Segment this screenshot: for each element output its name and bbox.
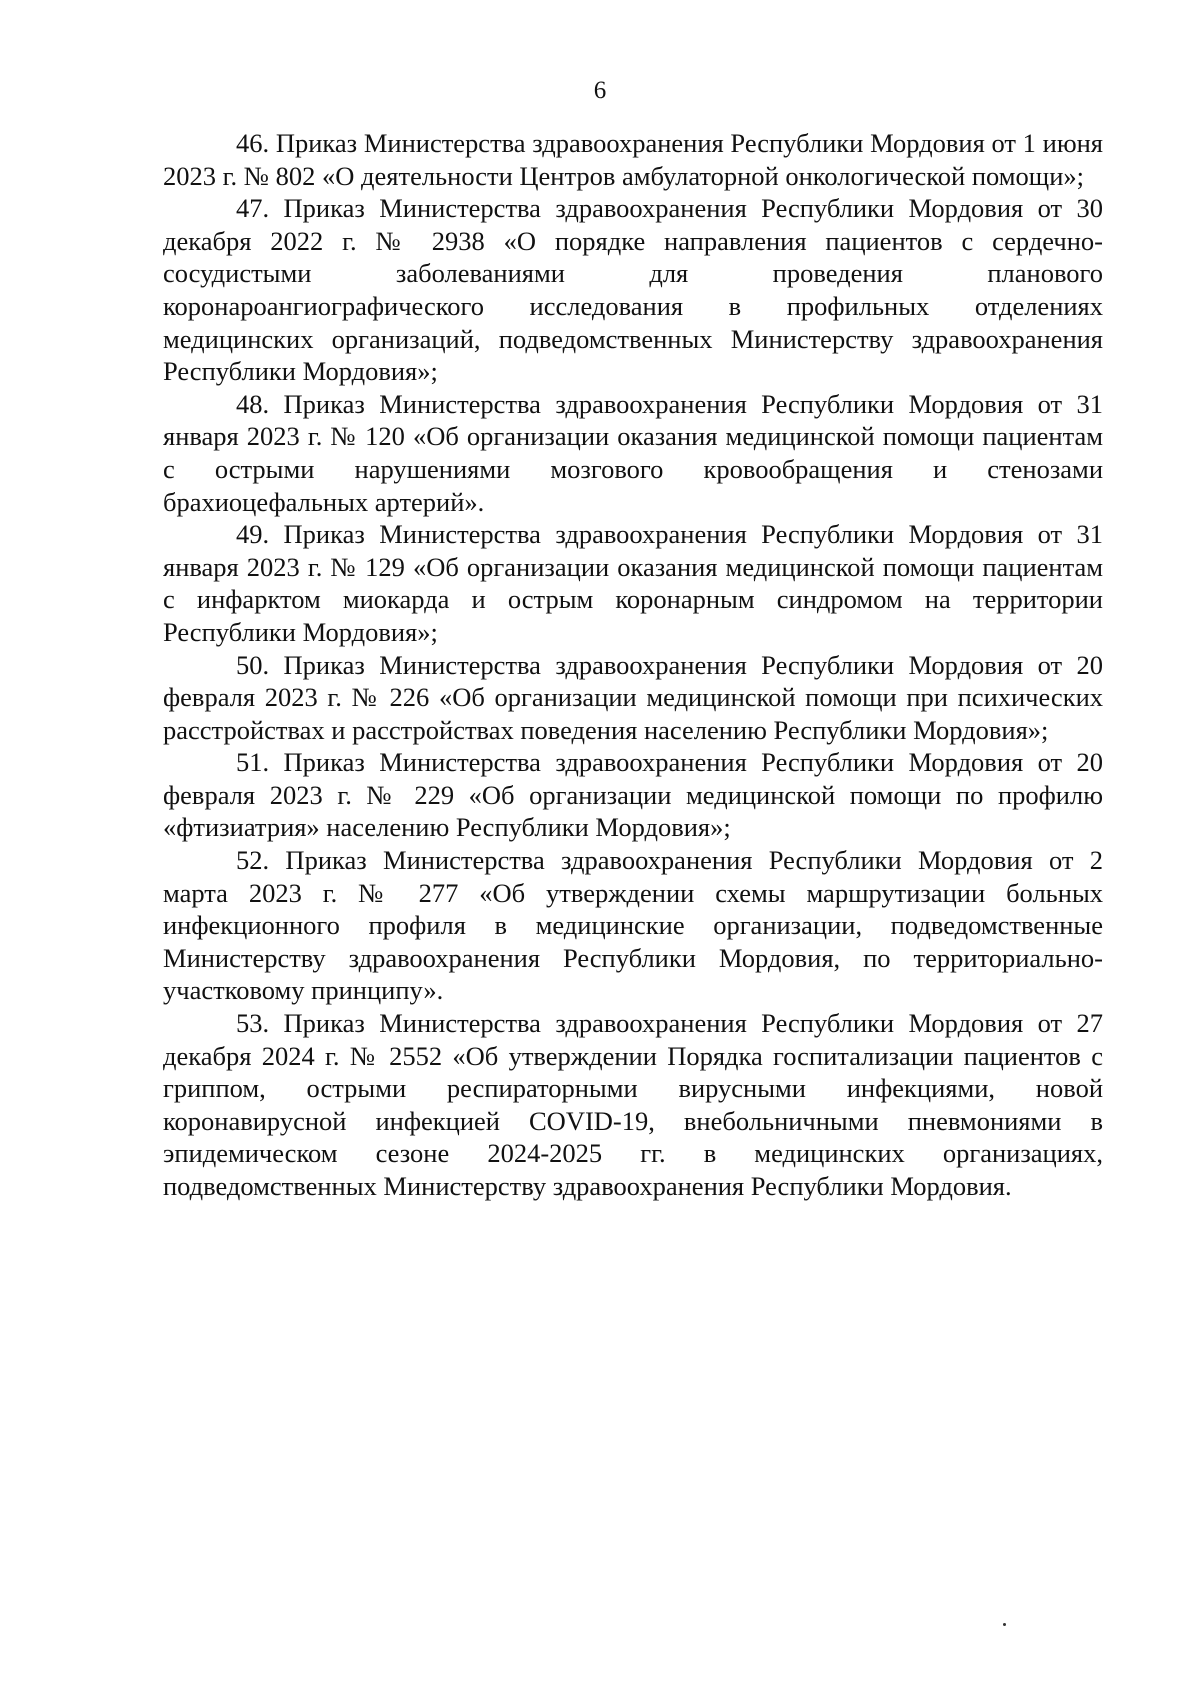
scan-speck bbox=[1003, 1623, 1006, 1626]
list-item-50: 50. Приказ Министерства здравоохранения Республики Мордовия от 20 февраля 2023 г. № 226 «Об организации медицинской помощи при психических расстройствах и расстройствах поведения населению Республики Мордовия»; bbox=[163, 649, 1103, 745]
list-item-46: 46. Приказ Министерства здравоохранения Республики Мордовия от 1 июня 2023 г. № 802 «О деятельности Центров амбулаторной онкологической помощи»; bbox=[163, 128, 1103, 191]
list-item-53: 53. Приказ Министерства здравоохранения Республики Мордовия от 27 декабря 2024 г. № 2552 «Об утверждении Порядка госпитализации пациентов с гриппом, острыми респираторными вирусными инфекциями, новой коронавирусной инфекцией COVID-19, внебольничными пневмониями в эпидемическом сезоне 2024-2025 гг. в медицинских организациях, подведомственных Министерству здравоохранения Республики Мордовия. bbox=[163, 1008, 1103, 1201]
list-item-47: 47. Приказ Министерства здравоохранения Республики Мордовия от 30 декабря 2022 г. № 2938 «О порядке направления пациентов с сердечно-сосудистыми заболеваниями для проведения планового коронароангиографического исследования в профильных отделениях медицинских организаций, подведомственных Министерству здравоохранения Республики Мордовия»; bbox=[163, 193, 1103, 387]
list-item-51: 51. Приказ Министерства здравоохранения Республики Мордовия от 20 февраля 2023 г. № 229 «Об организации медицинской помощи по профилю «фтизиатрия» населению Республики Мордовия»; bbox=[163, 747, 1103, 843]
list-item-52: 52. Приказ Министерства здравоохранения Республики Мордовия от 2 марта 2023 г. № 277 «Об утверждении схемы маршрутизации больных инфекционного профиля в медицинские организации, подведомственные Министерству здравоохранения Республики Мордовия, по территориально-участковому принципу». bbox=[163, 845, 1103, 1006]
page-number: 6 bbox=[593, 77, 607, 104]
list-item-48: 48. Приказ Министерства здравоохранения Республики Мордовия от 31 января 2023 г. № 120 «Об организации оказания медицинской помощи пациентам с острыми нарушениями мозгового кровообращения и стенозами брахиоцефальных артерий». bbox=[163, 388, 1103, 517]
document-body bbox=[163, 127, 1103, 1203]
list-item-49: 49. Приказ Министерства здравоохранения Республики Мордовия от 31 января 2023 г. № 129 «Об организации оказания медицинской помощи пациентам с инфарктом миокарда и острым коронарным синдромом на территории Республики Мордовия»; bbox=[163, 519, 1103, 647]
